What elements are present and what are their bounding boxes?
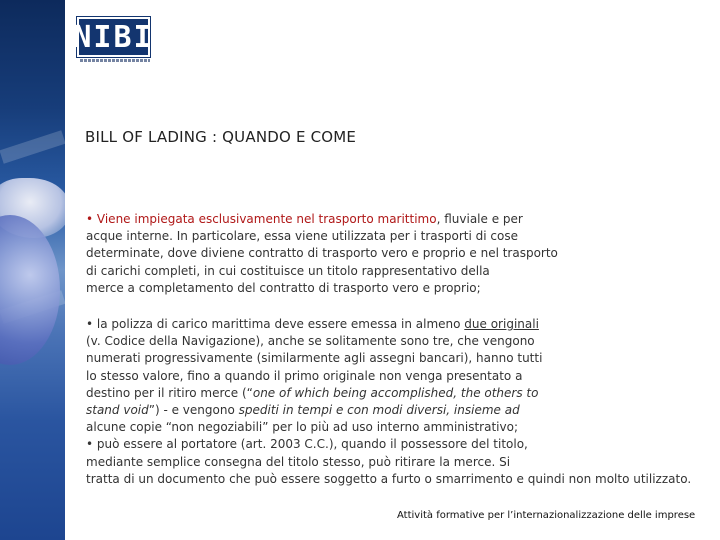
text: , fluviale e per bbox=[436, 212, 523, 226]
text: destino per il ritiro merce (“ bbox=[86, 385, 253, 400]
photo-stripe bbox=[0, 130, 65, 163]
underlined-text: due originali bbox=[464, 317, 539, 331]
nibi-logo bbox=[73, 17, 154, 57]
para1-line: determinate, dove diviene contratto di trasporto vero e proprio e nel trasporto bbox=[86, 246, 558, 261]
bullet: • bbox=[86, 212, 94, 226]
italic-text: one of which being accomplished, the others to bbox=[252, 385, 539, 400]
para1-line: di carichi completi, in cui costituisce un titolo rappresentativo della bbox=[86, 263, 490, 278]
side-photo bbox=[0, 0, 65, 540]
paragraph-usage bbox=[86, 211, 706, 297]
para2-line: numerati progressivamente (similarmente agli assegni bancari), hanno tutti bbox=[86, 351, 543, 366]
para2-line6 bbox=[86, 402, 706, 419]
bullet: • bbox=[86, 317, 94, 331]
para1-line: acque interne. In particolare, essa viene utilizzata per i trasporti di cose bbox=[86, 229, 518, 244]
para2-line: (v. Codice della Navigazione), anche se solitamente sono tre, che vengono bbox=[86, 334, 535, 349]
para2-line: tratta di un documento che può essere soggetto a furto o smarrimento e quindi non molto utilizzato. bbox=[86, 471, 692, 486]
logo-tagline bbox=[80, 59, 150, 62]
paragraph-originals bbox=[86, 316, 706, 488]
para2-line: alcune copie “non negoziabili” per lo più ad uso interno amministrativo; bbox=[86, 420, 518, 435]
logo-text: NIBI bbox=[73, 19, 154, 55]
text: la polizza di carico marittima deve essere emessa in almeno bbox=[96, 317, 465, 331]
para2-line: lo stesso valore, fino a quando il primo originale non venga presentato a bbox=[86, 368, 523, 383]
para1-line: merce a completamento del contratto di trasporto vero e proprio; bbox=[86, 280, 481, 295]
slide-title: BILL OF LADING : QUANDO E COME bbox=[85, 128, 357, 146]
para1-line1 bbox=[86, 211, 706, 228]
para2-line: mediante semplice consegna del titolo stesso, può ritirare la merce. Si bbox=[86, 454, 511, 469]
para2-line5 bbox=[86, 385, 706, 402]
para2-line: • può essere al portatore (art. 2003 C.C.), quando il possessore del titolo, bbox=[86, 437, 528, 452]
para2-line1 bbox=[86, 316, 706, 333]
photo-sphere bbox=[0, 215, 60, 365]
italic-text: stand void bbox=[86, 403, 149, 418]
italic-text: spediti in tempi e con modi diversi, insieme ad bbox=[238, 403, 520, 418]
footer-text: Attività formative per l’internazionalizzazione delle imprese bbox=[397, 510, 696, 521]
highlight-text: Viene impiegata esclusivamente nel trasporto marittimo bbox=[96, 212, 437, 226]
text: ”) - e vengono bbox=[148, 403, 239, 418]
